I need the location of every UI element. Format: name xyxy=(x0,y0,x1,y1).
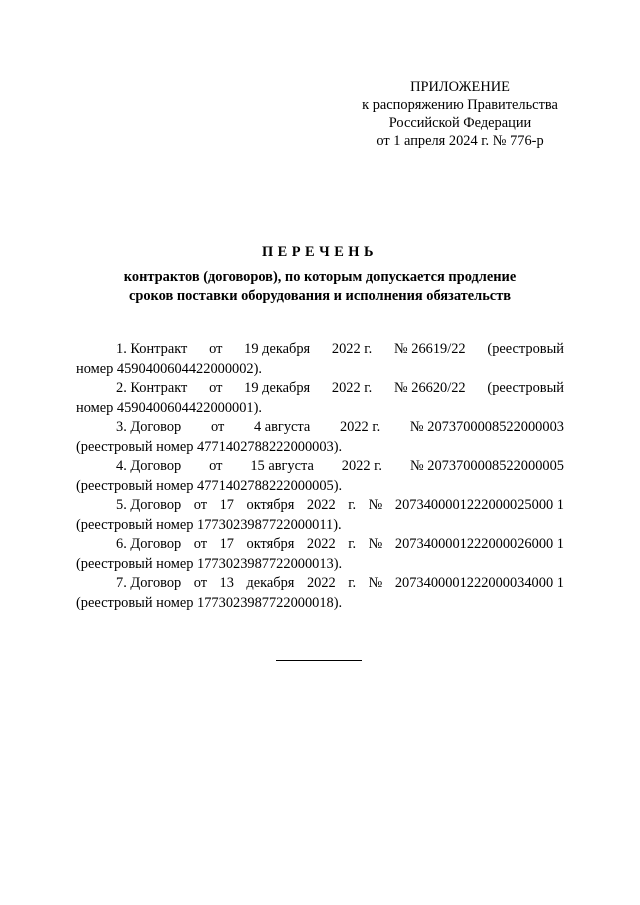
list-item xyxy=(76,379,564,418)
item-first-line xyxy=(76,418,564,438)
item-word: г. xyxy=(348,536,357,552)
item-word: № 26619/22 xyxy=(393,341,466,357)
item-word: 1. Контракт xyxy=(116,341,188,357)
item-continuation-line: (реестровый номер 4771402788222000003). xyxy=(76,438,343,455)
item-word: 2022 xyxy=(306,497,336,513)
item-word: от xyxy=(193,575,208,591)
item-word: от xyxy=(209,458,223,474)
appendix-date-number: от 1 апреля 2024 г. № 776-р xyxy=(376,133,544,149)
item-first-line xyxy=(76,457,564,477)
item-word: 4. Договор xyxy=(116,458,182,474)
item-first-line xyxy=(76,379,564,399)
item-continuation-line: номер 4590400604422000001). xyxy=(76,399,263,416)
item-word: от xyxy=(193,497,208,513)
item-first-line xyxy=(76,535,564,555)
item-word: 2022 г. xyxy=(331,341,373,357)
item-word: от xyxy=(193,536,208,552)
item-word: 2022 xyxy=(306,575,336,591)
item-word: № xyxy=(368,575,383,591)
item-word: 2073400001222000026000 1 xyxy=(394,536,564,552)
item-word: 19 декабря xyxy=(244,341,311,357)
item-word: № 2073700008522000005 xyxy=(409,458,564,474)
list-item xyxy=(76,457,564,496)
item-word: от xyxy=(209,380,223,396)
item-first-line xyxy=(76,340,564,360)
item-continuation-line: (реестровый номер 1773023987722000018). xyxy=(76,594,343,611)
item-word: 2073400001222000025000 1 xyxy=(394,497,564,513)
item-word: 6. Договор xyxy=(116,536,182,552)
item-word: 17 xyxy=(219,497,234,513)
item-word: № xyxy=(368,497,383,513)
appendix-header xyxy=(340,78,580,150)
item-continuation-line: номер 4590400604422000002). xyxy=(76,360,263,377)
document-subtitle xyxy=(0,268,640,306)
item-word: 5. Договор xyxy=(116,497,182,513)
appendix-order-ref: к распоряжению Правительства xyxy=(362,97,558,113)
list-item xyxy=(76,574,564,613)
item-word: 3. Договор xyxy=(116,419,182,435)
list-item xyxy=(76,496,564,535)
item-word: (реестровый xyxy=(487,380,564,396)
item-word: г. xyxy=(348,497,357,513)
item-continuation-line: (реестровый номер 4771402788222000005). xyxy=(76,477,343,494)
item-word: 2022 г. xyxy=(331,380,373,396)
item-word: 2022 xyxy=(306,536,336,552)
item-word: 15 августа xyxy=(250,458,314,474)
subtitle-line-1: контрактов (договоров), по которым допускается продление xyxy=(123,269,517,285)
appendix-label: ПРИЛОЖЕНИЕ xyxy=(410,79,510,95)
item-first-line xyxy=(76,496,564,516)
item-word: г. xyxy=(348,575,357,591)
appendix-authority: Российской Федерации xyxy=(388,115,532,131)
item-first-line xyxy=(76,574,564,594)
item-word: 19 декабря xyxy=(244,380,311,396)
item-word: октября xyxy=(246,536,295,552)
contract-list xyxy=(76,340,564,613)
item-word: декабря xyxy=(246,575,295,591)
item-word: 17 xyxy=(219,536,234,552)
item-word: от xyxy=(209,341,223,357)
subtitle-line-2: сроков поставки оборудования и исполнения обязательств xyxy=(128,288,512,304)
item-word: 2. Контракт xyxy=(116,380,188,396)
item-word: 2073400001222000034000 1 xyxy=(394,575,564,591)
list-item xyxy=(76,535,564,574)
list-item xyxy=(76,340,564,379)
item-word: 13 xyxy=(219,575,234,591)
item-word: 7. Договор xyxy=(116,575,182,591)
item-word: от xyxy=(210,419,225,435)
item-word: 4 августа xyxy=(253,419,311,435)
item-word: (реестровый xyxy=(487,341,564,357)
closing-rule xyxy=(276,660,362,661)
item-continuation-line: (реестровый номер 1773023987722000013). xyxy=(76,555,343,572)
item-word: октября xyxy=(246,497,295,513)
item-word: № xyxy=(368,536,383,552)
document-title: ПЕРЕЧЕНЬ xyxy=(261,244,379,260)
item-continuation-line: (реестровый номер 1773023987722000011). xyxy=(76,516,342,533)
item-word: 2022 г. xyxy=(339,419,381,435)
list-item xyxy=(76,418,564,457)
item-word: № 26620/22 xyxy=(393,380,466,396)
item-word: № 2073700008522000003 xyxy=(409,419,564,435)
item-word: 2022 г. xyxy=(341,458,383,474)
